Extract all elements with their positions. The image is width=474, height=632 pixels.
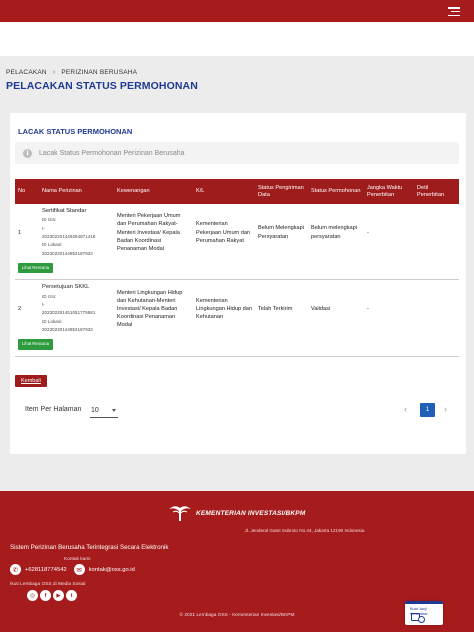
footer-contacts [10, 564, 135, 575]
widget-label: Buat Janji Konsultasi [410, 607, 428, 616]
footer-contact-label: Kontak kami [64, 557, 91, 562]
id-lokasi-value: 20230220144853187933 [42, 250, 93, 256]
table-header-row [15, 179, 459, 204]
footer [0, 491, 474, 632]
lihat-rencana-button[interactable]: Lihat Rencana [18, 263, 53, 273]
id-lokasi-label: ID Lokasi: [42, 242, 63, 248]
clock-icon [418, 616, 425, 623]
status-permohonan-cell: Belum melengkapi persyaratan [311, 225, 358, 240]
status-pengiriman-cell: Belum Melengkapi Persyaratan [258, 225, 305, 240]
breadcrumb-separator-icon: › [52, 69, 56, 76]
id-izin-label: ID Izin: [42, 217, 57, 223]
footer-logo [167, 503, 305, 523]
col-kl: K/L [193, 179, 255, 204]
breadcrumb-item-perizinan[interactable]: PERIZINAN BERUSAHA [61, 69, 138, 76]
col-detil-penerbitan: Detil Penerbitan [414, 179, 459, 204]
table-row-actions [15, 261, 459, 280]
lihat-rencana-button[interactable]: Lihat Rencana [18, 339, 53, 349]
facebook-icon[interactable]: f [40, 590, 51, 601]
hamburger-icon[interactable] [448, 7, 460, 16]
whatsapp-icon: ✆ [10, 564, 21, 575]
social-label: Ikuti Lembaga OSS di Media Sosial [10, 582, 86, 587]
footer-logo-text: KEMENTERIAN INVESTASI/BKPM [196, 509, 306, 517]
footer-address: Jl. Jenderal Gatot Subroto No.44, Jakarta 12190 Indonesia [244, 528, 365, 533]
kl-cell: Kementerian Pekerjaan Umum dan Perumahan Rakyat [196, 221, 251, 244]
row-name-cell [39, 204, 114, 261]
row-no: 2 [18, 305, 22, 312]
widget-bar [405, 601, 443, 604]
table-row [15, 280, 459, 338]
instagram-icon[interactable]: ◎ [27, 590, 38, 601]
jangka-waktu-cell: - [367, 305, 369, 312]
detil-cell [414, 204, 459, 261]
info-icon: i [23, 149, 32, 158]
items-per-page-label: Item Per Halaman [25, 406, 82, 413]
breadcrumb-item-pelacakan[interactable]: PELACAKAN [6, 69, 47, 76]
social-icons [27, 590, 77, 601]
email-contact[interactable] [74, 564, 135, 575]
email-address: kontak@oss.go.id [88, 566, 135, 573]
items-per-page-value: 10 [91, 407, 99, 414]
search-input[interactable] [15, 142, 459, 164]
card-title: LACAK STATUS PERMOHONAN [18, 127, 133, 136]
mail-icon: ✉ [74, 564, 85, 575]
footer-system-name: Sistem Perizinan Berusaha Terintegrasi Secara Elektronik [10, 544, 169, 551]
youtube-icon[interactable]: ▶ [53, 590, 64, 601]
bkpm-logo-icon [167, 503, 193, 523]
id-izin-label: ID Izin: [42, 293, 57, 299]
jangka-waktu-cell: - [367, 229, 369, 236]
id-izin-value: 202302201451051775581 [42, 310, 96, 316]
copyright: © 2021 Lembaga OSS - Kementerian Investasi/BKPM [179, 613, 295, 618]
top-navbar [0, 0, 474, 22]
id-lokasi-label: ID Lokasi: [42, 318, 63, 324]
tracking-card [10, 113, 466, 454]
col-nama-perizinan: Nama Perizinan [39, 179, 114, 204]
header-band [0, 22, 474, 56]
detil-cell [414, 280, 459, 338]
status-permohonan-cell: Validasi [311, 305, 331, 312]
id-izin-prefix: I- [42, 302, 45, 308]
back-button[interactable]: Kembali [15, 375, 47, 387]
table-row [15, 204, 459, 261]
kewenangan-cell: Menteri Lingkungan Hidup dan Kehutanan-Menteri Investasi/ Kepala Badan Koordinasi Penanaman Modal [117, 289, 183, 329]
chevron-down-icon [112, 409, 116, 412]
col-kewenangan: Kewenangan [114, 179, 193, 204]
kl-cell: Kementerian Lingkungan Hidup dan Kehutanan [196, 297, 252, 320]
kewenangan-cell: Menteri Pekerjaan Umum dan Perumahan Rakyat-Menteri Investasi/ Kepala Badan Koordinasi Penanaman Modal [117, 213, 181, 252]
id-izin-value: 202302201449294871418 [42, 234, 96, 240]
page-1-button[interactable]: 1 [420, 403, 435, 417]
table-row-actions [15, 337, 459, 356]
breadcrumb [6, 69, 137, 76]
search-placeholder: Lacak Status Permohonan Perizinan Berusaha [39, 149, 185, 157]
page-title: PELACAKAN STATUS PERMOHONAN [6, 80, 198, 92]
id-lokasi-value: 20230220144853187933 [42, 327, 93, 333]
permit-name: Persetujuan SKKL [42, 284, 90, 291]
consultation-widget[interactable] [405, 601, 443, 625]
prev-page-button[interactable]: ‹ [404, 404, 407, 414]
permit-name: Sertifikat Standar [42, 208, 87, 214]
items-per-page-select[interactable] [90, 404, 118, 418]
col-status-permohonan: Status Permohonan [308, 179, 364, 204]
id-izin-prefix: I- [42, 225, 45, 231]
phone-number: +628118774542 [25, 566, 67, 573]
col-jangka-waktu: Jangka Waktu Penerbitan [364, 179, 414, 204]
results-table [15, 179, 459, 357]
twitter-icon[interactable]: t [66, 590, 77, 601]
row-name-cell [39, 280, 114, 338]
row-no: 1 [18, 229, 22, 236]
status-pengiriman-cell: Telah Terkirim [258, 305, 293, 312]
phone-contact[interactable] [10, 564, 67, 575]
col-status-pengiriman: Status Pengiriman Data [255, 179, 308, 204]
next-page-button[interactable]: › [444, 404, 447, 414]
col-no: No [15, 179, 39, 204]
